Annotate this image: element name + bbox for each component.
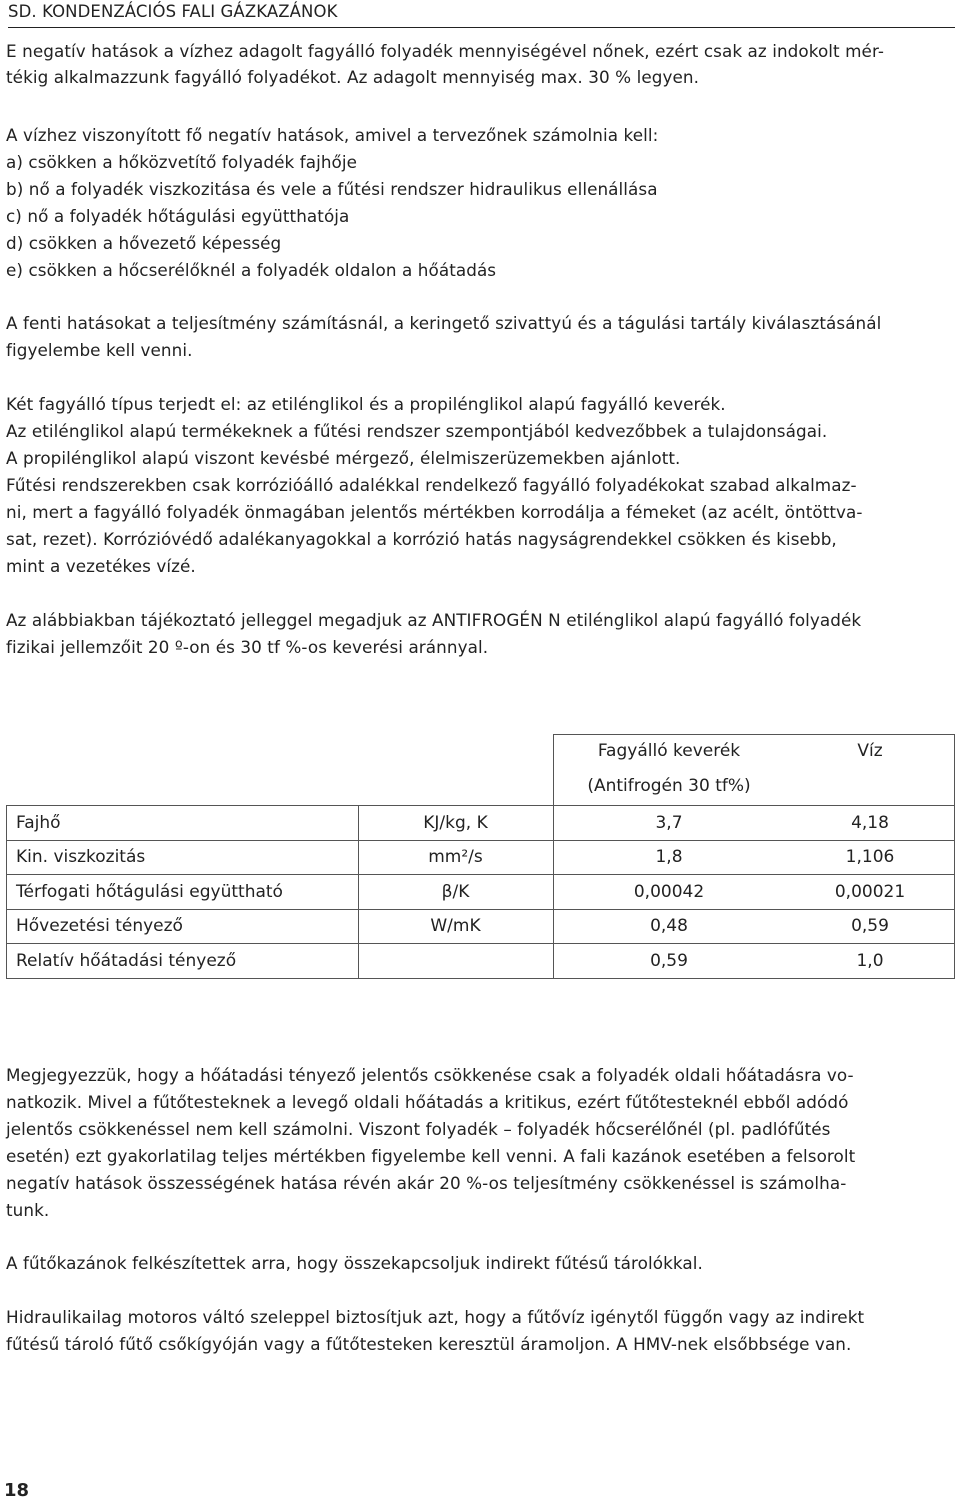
effects-item-e: e) csökken a hőcserélőknél a folyadék oldalon a hőátadás — [6, 260, 497, 280]
valve-line-1: Hidraulikailag motoros váltó szeleppel biztosítjuk azt, hogy a fűtővíz igénytől függőn vagy az indirekt — [6, 1307, 865, 1327]
effects-lead: A vízhez viszonyított fő negatív hatások, amivel a tervezőnek számolnia kell: — [6, 125, 659, 145]
table-row-mix: 3,7 — [655, 813, 683, 833]
types-line-4: Fűtési rendszerekben csak korrózióálló adalékkal rendelkező fagyálló folyadékokat szabad alkalmaz- — [6, 475, 857, 495]
effects-item-d: d) csökken a hővezető képesség — [6, 233, 282, 253]
table-rule — [6, 943, 955, 944]
table-rule — [6, 840, 955, 841]
calc-line-2: figyelembe kell venni. — [6, 340, 193, 360]
table-rule — [6, 874, 955, 875]
table-row-water: 4,18 — [851, 813, 889, 833]
table-row-name: Fajhő — [16, 813, 61, 833]
table-row-water: 0,00021 — [834, 882, 906, 902]
table-row-mix: 0,59 — [650, 951, 688, 971]
effects-item-b: b) nő a folyadék viszkozitása és vele a fűtési rendszer hidraulikus ellenállása — [6, 179, 658, 199]
table-header-mix: Fagyálló keverék — [597, 741, 741, 761]
section-header — [8, 0, 955, 28]
effects-item-c: c) nő a folyadék hőtágulási együtthatója — [6, 206, 350, 226]
note-line-6: tunk. — [6, 1200, 50, 1220]
section-title: SD. KONDENZÁCIÓS FALI GÁZKAZÁNOK — [8, 2, 338, 21]
table-rule — [6, 805, 955, 806]
table-header-water: Víz — [857, 741, 883, 761]
table-row-water: 1,0 — [856, 951, 884, 971]
table-row-unit: mm²/s — [428, 847, 483, 867]
types-line-1: Két fagyálló típus terjedt el: az etilénglikol és a propilénglikol alapú fagyálló keverék. — [6, 394, 726, 414]
types-line-7: mint a vezetékes vízé. — [6, 556, 196, 576]
valve-line-2: fűtésű tároló fűtő csőkígyóján vagy a fűtőtesteken keresztül áramoljon. A HMV-nek elsőbbsége van. — [6, 1334, 852, 1354]
table-row-water: 1,106 — [845, 847, 895, 867]
table-row-name: Relatív hőátadási tényező — [16, 951, 237, 971]
calc-line-1: A fenti hatásokat a teljesítmény számításnál, a keringető szivattyú és a tágulási tartály kiválasztásánál — [6, 313, 882, 333]
table-row-water: 0,59 — [851, 916, 889, 936]
table-header-mix-sub: (Antifrogén 30 tf%) — [587, 776, 751, 796]
note-line-4: esetén) ezt gyakorlatilag teljes mértékben figyelembe kell venni. A fali kazánok esetében a felsorolt — [6, 1146, 856, 1166]
note-line-1: Megjegyezzük, hogy a hőátadási tényező jelentős csökkenése csak a folyadék oldali hőátadásra vo- — [6, 1065, 854, 1085]
page-number: 18 — [4, 1480, 30, 1501]
table-rule — [553, 734, 955, 735]
table-row-name: Kin. viszkozitás — [16, 847, 146, 867]
types-line-5: ni, mert a fagyálló folyadék önmagában jelentős mértékben korrodálja a fémeket (az acélt, öntöttva- — [6, 502, 863, 522]
effects-item-a: a) csökken a hőközvetítő folyadék fajhője — [6, 152, 358, 172]
table-rule — [6, 805, 7, 979]
table-row-mix: 1,8 — [655, 847, 683, 867]
table-row-mix: 0,48 — [650, 916, 688, 936]
table-row-name: Térfogati hőtágulási együttható — [16, 882, 283, 902]
types-line-6: sat, rezet). Korrózióvédő adalékanyagokkal a korrózió hatás nagyságrendekkel csökken és kisebb, — [6, 529, 837, 549]
intro-line-2: tékig alkalmazzunk fagyálló folyadékot. Az adagolt mennyiség max. 30 % legyen. — [6, 67, 700, 87]
note-line-2: natkozik. Mivel a fűtőtesteknek a levegő oldali hőátadás a kritikus, ezért fűtőtesteknél ebből adódó — [6, 1092, 849, 1112]
antifrogen-line-1: Az alábbiakban tájékoztató jelleggel megadjuk az ANTIFROGÉN N etilénglikol alapú fagyálló folyadék — [6, 610, 862, 630]
table-row-mix: 0,00042 — [633, 882, 705, 902]
types-line-3: A propilénglikol alapú viszont kevésbé mérgező, élelmiszerüzemekben ajánlott. — [6, 448, 681, 468]
types-line-2: Az etilénglikol alapú termékeknek a fűtési rendszer szempontjából kedvezőbbek a tulajdonságai. — [6, 421, 828, 441]
table-row-unit: W/mK — [430, 916, 481, 936]
intro-line-1: E negatív hatások a vízhez adagolt fagyálló folyadék mennyiségével nőnek, ezért csak az indokolt mér- — [6, 41, 884, 61]
boilers-line-1: A fűtőkazánok felkészítettek arra, hogy összekapcsoljuk indirekt fűtésű tárolókkal. — [6, 1253, 703, 1273]
table-row-unit: β/K — [441, 882, 470, 902]
table-row-unit: KJ/kg, K — [423, 813, 488, 833]
note-line-3: jelentős csökkenéssel nem kell számolni. Viszont folyadék – folyadék hőcserélőnél (pl. padlófűtés — [6, 1119, 831, 1139]
table-rule — [6, 909, 955, 910]
antifrogen-line-2: fizikai jellemzőit 20 º-on és 30 tf %-os keverési aránnyal. — [6, 637, 489, 657]
table-row-name: Hővezetési tényező — [16, 916, 183, 936]
note-line-5: negatív hatások összességének hatása révén akár 20 %-os teljesítmény csökkenéssel is számolha- — [6, 1173, 847, 1193]
table-rule — [6, 978, 955, 979]
